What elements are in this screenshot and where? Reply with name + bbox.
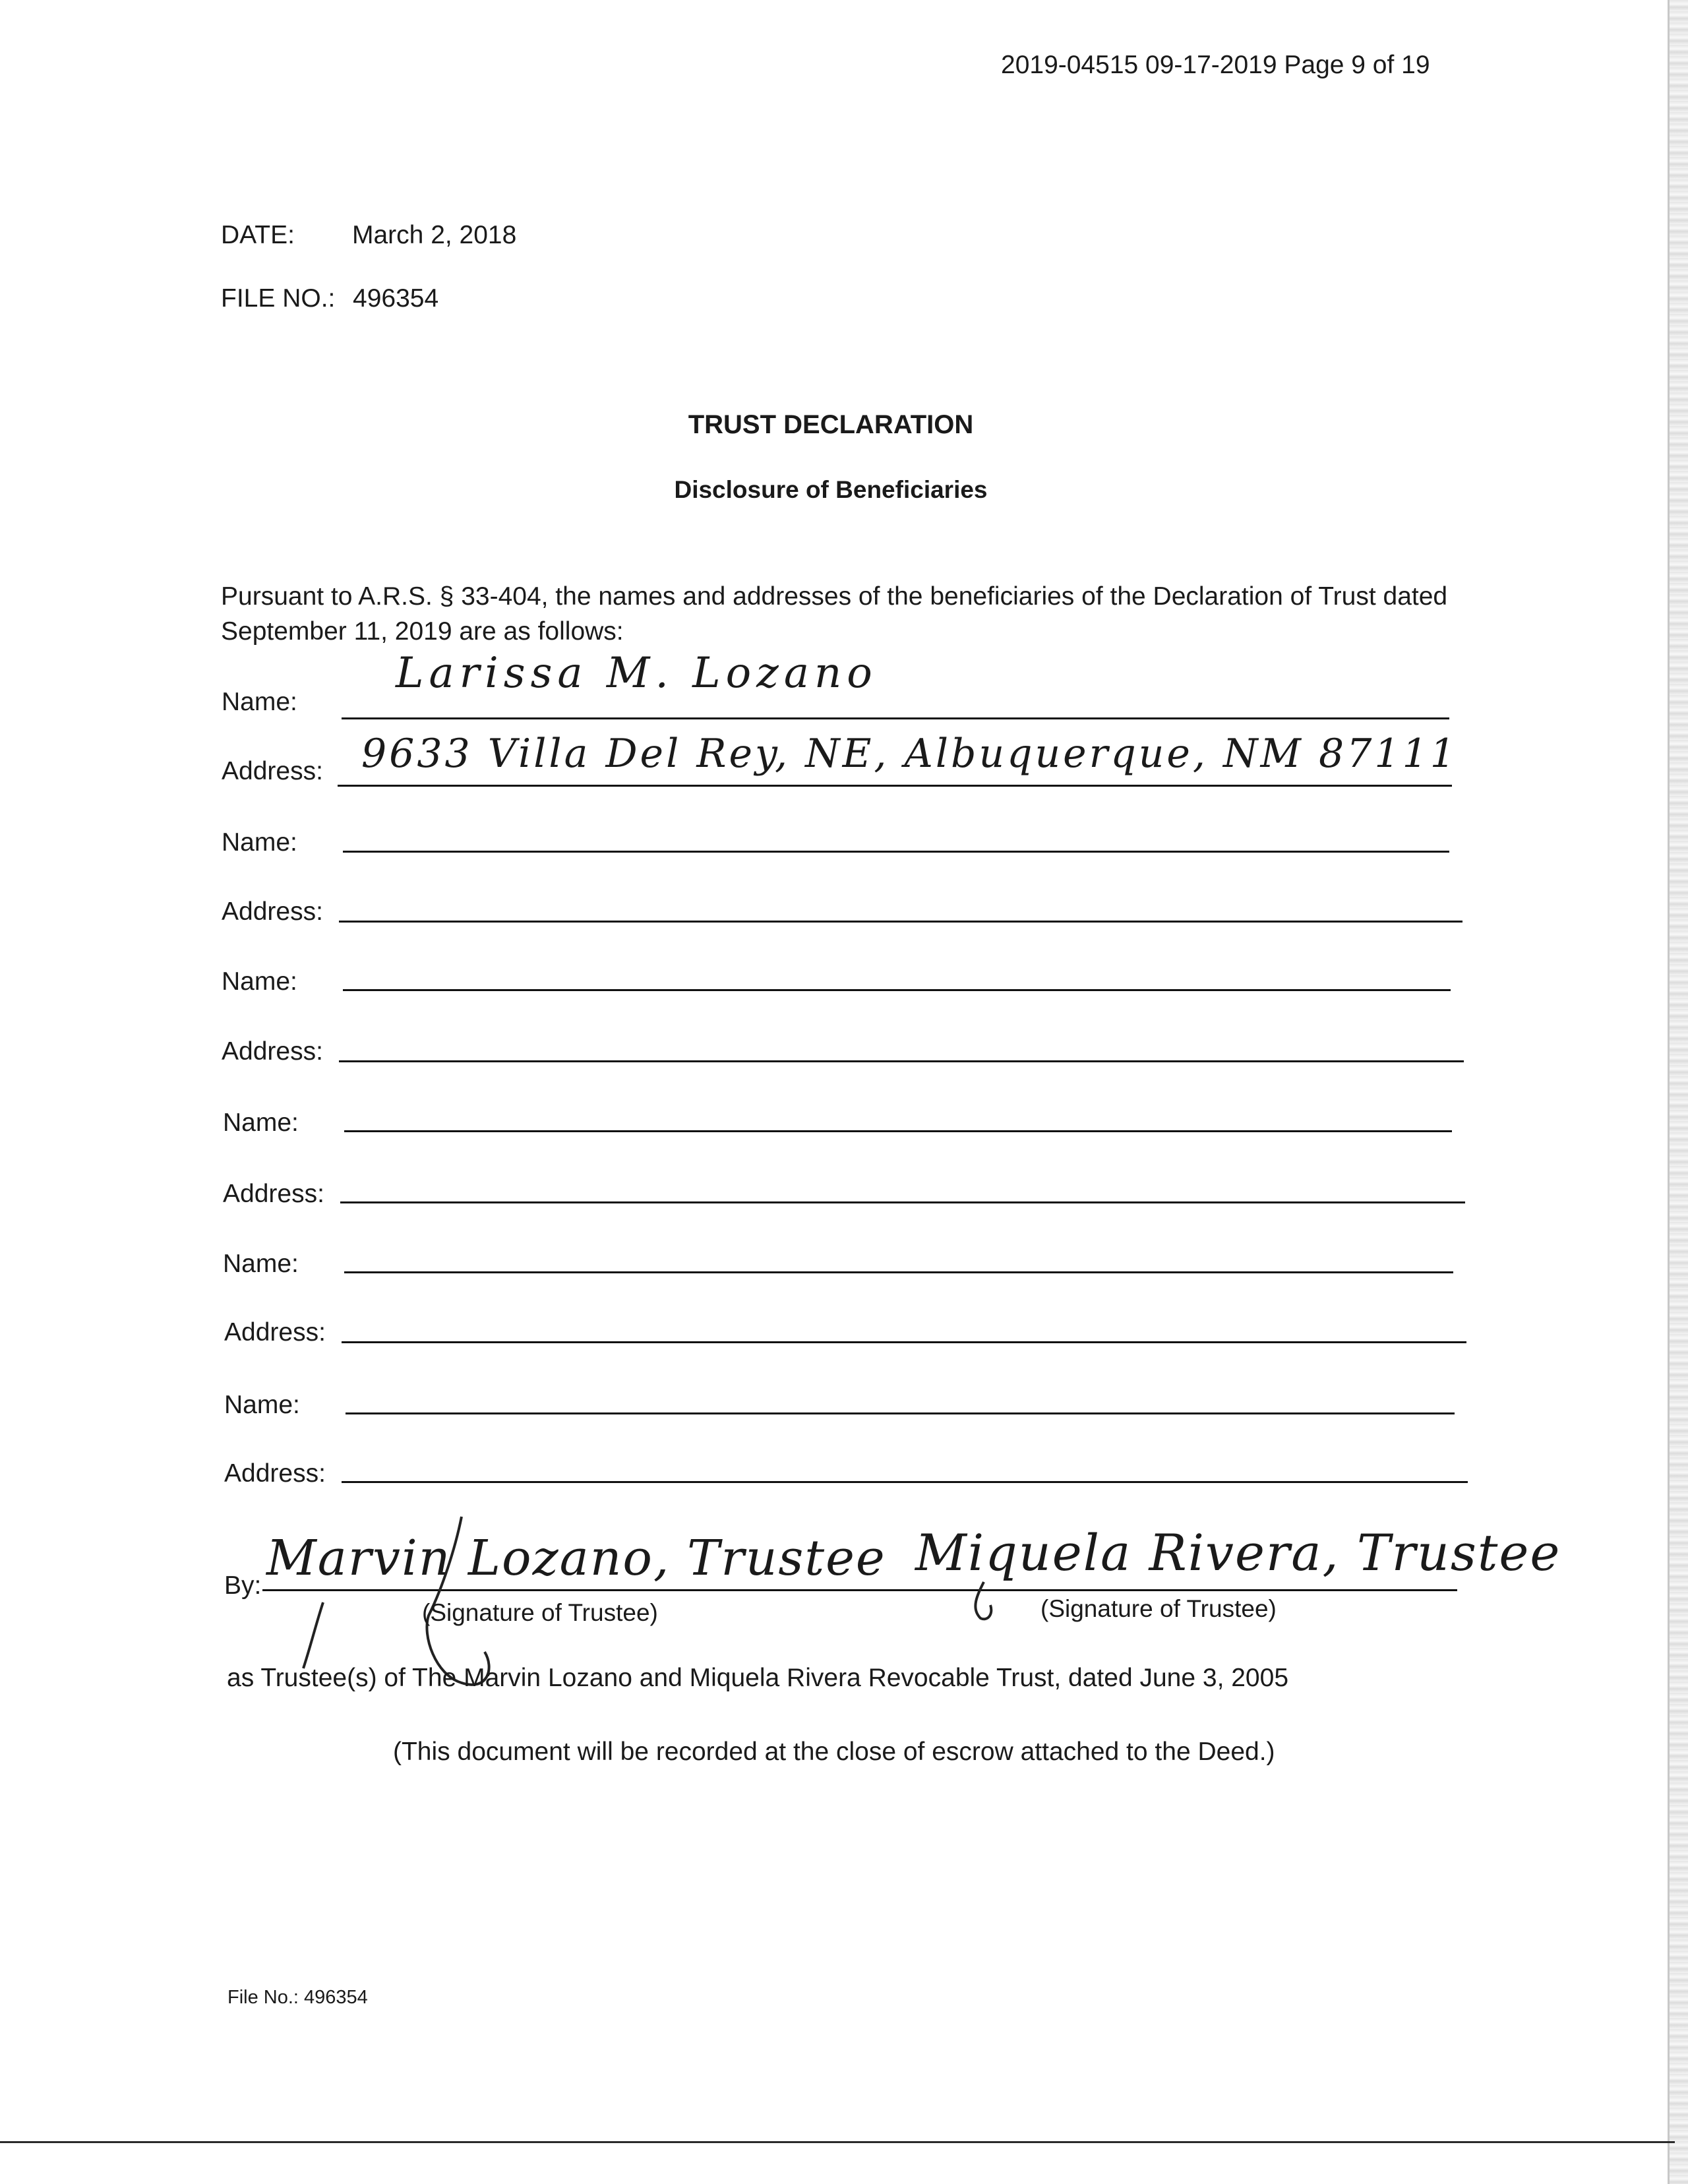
document-title: TRUST DECLARATION — [688, 410, 974, 439]
intro-paragraph: Pursuant to A.R.S. § 33-404, the names and addresses of the beneficiaries of the Declaration of Trust dated September 11, 2019 are as follows: — [221, 582, 1448, 646]
name-line — [342, 717, 1449, 719]
name-line — [344, 1130, 1452, 1132]
name-line — [343, 989, 1451, 991]
trustee-statement: as Trustee(s) of The Marvin Lozano and Miquela Rivera Revocable Trust, dated June 3, 2005 — [227, 1664, 1289, 1692]
beneficiary-address-label: Address: — [224, 1459, 326, 1488]
beneficiary-name-label: Name: — [223, 1108, 299, 1137]
date-label: DATE: — [221, 221, 295, 249]
address-line — [339, 1060, 1464, 1062]
address-line — [342, 1341, 1466, 1343]
footer-file-number: File No.: 496354 — [227, 1987, 368, 2008]
trustee-signature-2: Miquela Rivera, Trustee — [915, 1523, 1561, 1582]
beneficiary-name-label: Name: — [223, 1250, 299, 1278]
beneficiary-address-label: Address: — [222, 1037, 323, 1066]
beneficiary-address-label: Address: — [222, 757, 323, 785]
bottom-rule — [0, 2141, 1675, 2143]
address-line — [342, 1481, 1468, 1483]
file-no-value: 496354 — [353, 284, 439, 313]
beneficiary-name-label: Name: — [222, 967, 297, 996]
scan-edge — [1668, 0, 1688, 2184]
date-value: March 2, 2018 — [352, 221, 517, 249]
file-no-label: FILE NO.: — [221, 284, 336, 313]
document-subtitle: Disclosure of Beneficiaries — [674, 476, 988, 503]
beneficiary-name-label: Name: — [222, 688, 297, 716]
document-reference: 2019-04515 09-17-2019 Page 9 of 19 — [1001, 51, 1430, 79]
name-line — [343, 851, 1449, 853]
handwritten-name: Larissa M. Lozano — [396, 649, 878, 698]
recording-note: (This document will be recorded at the close of escrow attached to the Deed.) — [393, 1738, 1275, 1766]
address-line — [338, 785, 1452, 787]
by-label: By: — [224, 1571, 262, 1600]
address-line — [340, 1201, 1465, 1203]
handwritten-address: 9633 Villa Del Rey, NE, Albuquerque, NM 87111 — [361, 731, 1458, 777]
signature-flourish — [964, 1579, 1004, 1625]
name-line — [346, 1412, 1455, 1414]
signature-caption-2: (Signature of Trustee) — [1040, 1595, 1277, 1622]
beneficiary-name-label: Name: — [222, 828, 297, 857]
trustee-signature-1: Marvin Lozano, Trustee — [266, 1530, 886, 1587]
address-line — [339, 921, 1462, 923]
beneficiary-name-label: Name: — [224, 1391, 300, 1419]
beneficiary-address-label: Address: — [224, 1318, 326, 1347]
name-line — [344, 1271, 1453, 1273]
beneficiary-address-label: Address: — [223, 1180, 324, 1208]
beneficiary-address-label: Address: — [222, 897, 323, 926]
signature-caption-1: (Signature of Trustee) — [422, 1599, 658, 1626]
